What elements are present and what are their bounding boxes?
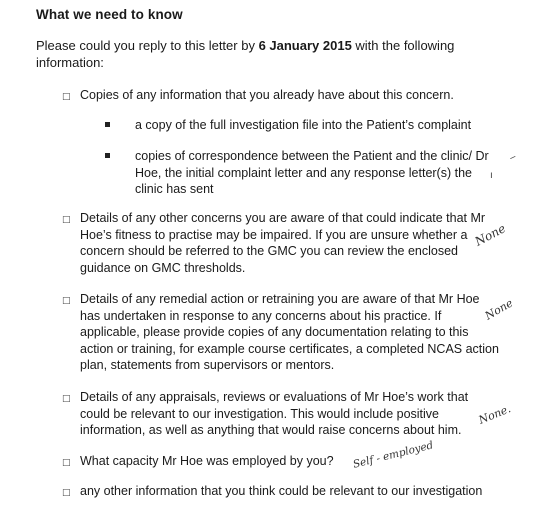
list-item-text: any other information that you think could be relevant to our investigation <box>80 484 483 498</box>
checkbox-icon: □ <box>62 458 71 468</box>
list-item-text: Details of any appraisals, reviews or evaluations of Mr Hoe’s work that could be relevant to our investigation. This would include positive information, as well as anything that would raise concerns about him. <box>80 390 469 437</box>
square-bullet-icon <box>105 122 110 127</box>
handwritten-note: Self - employed <box>351 439 435 471</box>
intro-text-end: with the following information: <box>36 38 455 70</box>
list-item-text: What capacity Mr Hoe was employed by you? <box>80 454 334 468</box>
sub-list-item-text: a copy of the full investigation file into the Patient’s complaint <box>135 118 472 132</box>
handwritten-note: None <box>482 296 516 323</box>
checkbox-icon: □ <box>62 296 71 306</box>
section-heading: What we need to know <box>36 7 183 22</box>
intro-paragraph <box>36 37 506 71</box>
reply-deadline: 6 January 2015 <box>258 38 352 53</box>
checkbox-icon: □ <box>62 215 71 225</box>
tick-mark-icon: – <box>507 151 518 164</box>
list-item-text: Copies of any information that you already have about this concern. <box>80 88 454 102</box>
square-bullet-icon <box>105 153 110 158</box>
handwritten-note: None <box>472 221 508 249</box>
tick-mark-icon: ı <box>490 170 493 181</box>
checkbox-icon: □ <box>62 394 71 404</box>
intro-text-start: Please could you reply to this letter by <box>36 38 259 53</box>
list-item-text: Details of any remedial action or retraining you are aware of that Mr Hoe has undertaken in response to any concerns about his practice. If applicable, please provide copies of any documentation relating to this action or training, for example course certificates, a completed NCAS action plan, statements from supervisors or mentors. <box>80 292 499 372</box>
sub-list-item-text: copies of correspondence between the Patient and the clinic/ Dr Hoe, the initial complaint letter and any response letter(s) the clinic has sent <box>135 149 489 196</box>
checkbox-icon: □ <box>62 488 71 498</box>
list-item-text: Details of any other concerns you are aware of that could indicate that Mr Hoe’s fitness to practise may be impaired. If you are unsure whether a concern should be referred to the GMC you can review the enclosed guidance on GMC thresholds. <box>80 211 486 275</box>
checkbox-icon: □ <box>62 92 71 102</box>
handwritten-note: None. <box>476 402 513 427</box>
